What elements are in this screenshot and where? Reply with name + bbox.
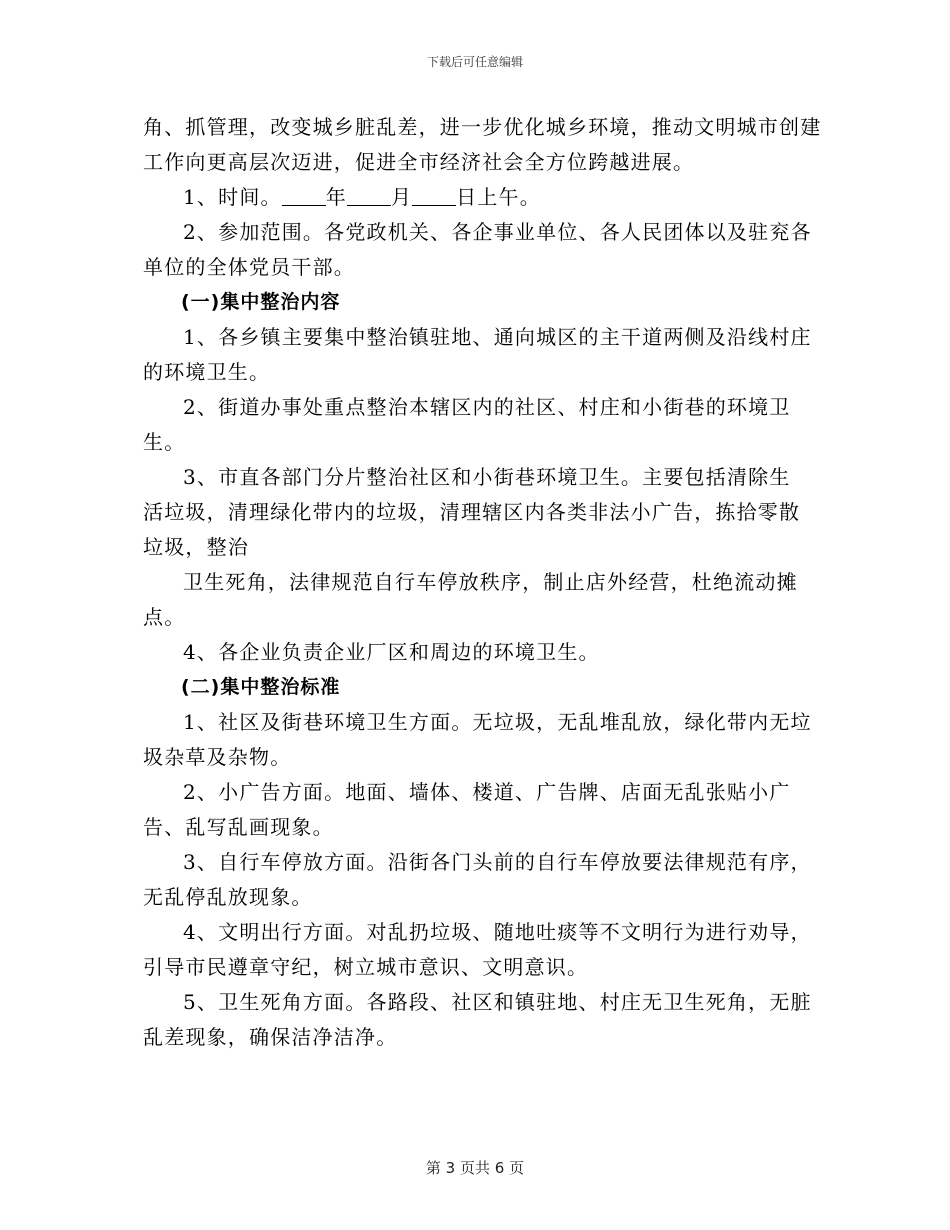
section-heading-standards: (二)集中整治标准 [181,676,341,698]
document-body [143,110,823,1055]
section-heading-content: (一)集中整治内容 [181,291,341,313]
page-number: 第 3 页共 6 页 [425,1159,525,1177]
paragraph-intro: 角、抓管理，改变城乡脏乱差，进一步优化城乡环境，推动文明城市创建工作向更高层次迈进，促进全市经济社会全方位跨越进展。 [143,115,822,174]
year-label: 年 [325,185,347,209]
month-blank [347,187,391,206]
standard-item-4: 4、文明出行方面。对乱扔垃圾、随地吐痰等不文明行为进行劝导，引导市民遵章守纪，树立城市意识、文明意识。 [143,920,812,979]
month-label: 月 [390,185,413,209]
content-item-1: 1、各乡镇主要集中整治镇驻地、通向城区的主干道两侧及沿线村庄的环境卫生。 [143,325,812,384]
day-label: 日上午。 [456,185,541,209]
content-item-4: 4、各企业负责企业厂区和周边的环境卫生。 [183,640,600,664]
content-item-3-continued: 卫生死角，法律规范自行车停放秩序，制止店外经营，杜绝流动摊点。 [143,570,798,629]
content-item-2: 2、街道办事处重点整治本辖区内的社区、村庄和小街巷的环境卫生。 [143,395,791,454]
paragraph-time [143,180,823,215]
standard-item-2: 2、小广告方面。地面、墙体、楼道、广告牌、店面无乱张贴小广告、乱写乱画现象。 [143,780,791,839]
content-item-3: 3、市直各部门分片整治社区和小街巷环境卫生。主要包括清除生活垃圾，清理绿化带内的垃圾，清理辖区内各类非法小广告，拣拾零散垃圾，整治 [143,465,801,559]
standard-item-1: 1、社区及街巷环境卫生方面。无垃圾，无乱堆乱放，绿化带内无垃圾杂草及杂物。 [143,710,812,769]
time-label: 1、时间。 [183,185,282,209]
standard-item-5: 5、卫生死角方面。各路段、社区和镇驻地、村庄无卫生死角，无脏乱差现象，确保洁净洁净。 [143,990,812,1049]
year-blank [282,187,326,206]
standard-item-3: 3、自行车停放方面。沿街各门头前的自行车停放要法律规范有序，无乱停乱放现象。 [143,850,812,909]
page-header: 下载后可任意编辑 [426,55,523,69]
paragraph-scope: 2、参加范围。各党政机关、各企事业单位、各人民团体以及驻兖各单位的全体党员干部。 [143,220,812,279]
day-blank [412,187,456,206]
